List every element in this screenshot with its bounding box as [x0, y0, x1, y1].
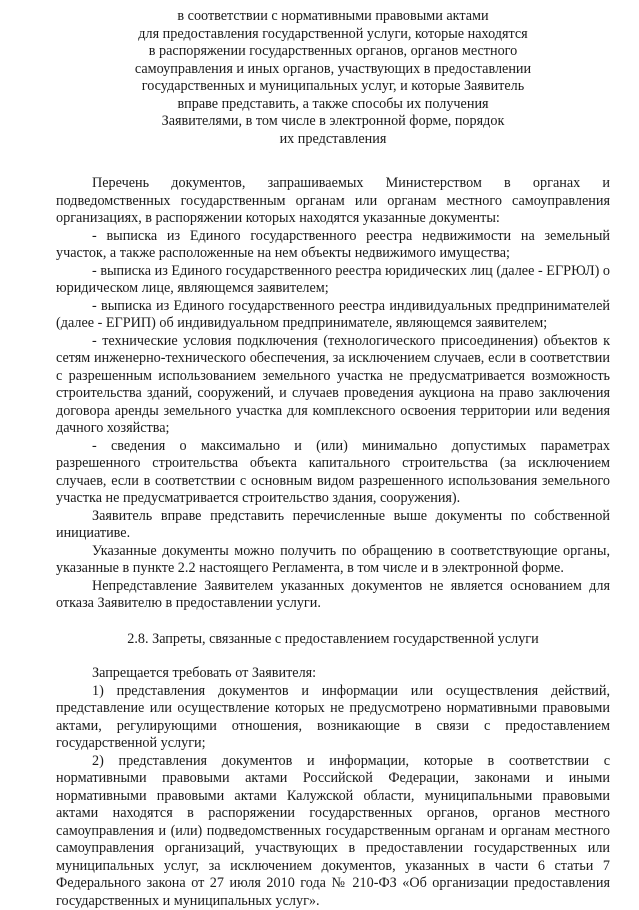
- section-heading: [56, 8, 610, 148]
- heading-line: в соответствии с нормативными правовыми актами: [56, 8, 610, 26]
- list-item-egrip: - выписка из Единого государственного реестра индивидуальных предпринимателей (далее - ЕГРИП) об индивидуальном предпринимателе, являющемся заявителем;: [56, 298, 610, 333]
- list-item-egrul: - выписка из Единого государственного реестра юридических лиц (далее - ЕГРЮЛ) о юридическом лице, являющемся заявителем;: [56, 263, 610, 298]
- paragraph-obtaining-documents: Указанные документы можно получить по обращению в соответствующие органы, указанные в пункте 2.2 настоящего Регламента, в том числе и в электронной форме.: [56, 543, 610, 578]
- prohibitions-lead: Запрещается требовать от Заявителя:: [56, 665, 610, 683]
- heading-line: Заявителями, в том числе в электронной форме, порядок: [56, 113, 610, 131]
- document-page: [56, 8, 610, 910]
- section-title: 2.8. Запреты, связанные с предоставлением государственной услуги: [56, 631, 610, 649]
- heading-line: в распоряжении государственных органов, органов местного: [56, 43, 610, 61]
- paragraph-non-submission: Непредставление Заявителем указанных документов не является основанием для отказа Заявителю в предоставлении услуги.: [56, 578, 610, 613]
- list-item-technical-conditions: - технические условия подключения (технологического присоединения) объектов к сетям инженерно-технического обеспечения, за исключением случаев, если в соответствии с разрешенным использованием земельного участка не предусматривается возможность строительства зданий, сооружений, и случаев проведения аукциона на право заключения договора аренды земельного участка для комплексного освоения территории или ведения дачного хозяйства;: [56, 333, 610, 438]
- list-item-egrn: - выписка из Единого государственного реестра недвижимости на земельный участок, а также расположенные на нем объекты недвижимого имущества;: [56, 228, 610, 263]
- prohibition-item-2: 2) представления документов и информации, которые в соответствии с нормативными правовыми актами Российской Федерации, законами и иными нормативными правовыми актами Калужской области, муниципальными правовыми актами находятся в распоряжении государственных органов, органов местного самоуправления и (или) подведомственных государственным органам и органам местного самоуправления организаций, участвующих в предоставлении государственных или муниципальных услуг, за исключением документов, указанных в части 6 статьи 7 Федерального закона от 27 июля 2010 года № 210-ФЗ «Об организации предоставления государственных и муниципальных услуг».: [56, 753, 610, 910]
- prohibition-item-1: 1) представления документов и информации или осуществления действий, представление или осуществление которых не предусмотрено нормативными правовыми актами, регулирующими отношения, возникающие в связи с предоставлением государственной услуги;: [56, 683, 610, 753]
- heading-line: самоуправления и иных органов, участвующих в предоставлении: [56, 61, 610, 79]
- heading-line: для предоставления государственной услуги, которые находятся: [56, 26, 610, 44]
- heading-line: государственных и муниципальных услуг, и которые Заявитель: [56, 78, 610, 96]
- list-item-construction-parameters: - сведения о максимально и (или) минимально допустимых параметрах разрешенного строительства объекта капитального строительства (за исключением случаев, если в соответствии с основным видом разрешенного использования земельного участка не предусматривается строительство здания, сооружения).: [56, 438, 610, 508]
- paragraph-document-list-intro: Перечень документов, запрашиваемых Министерством в органах и подведомственных государственным органам или органам местного самоуправления организациях, в распоряжении которых находятся указанные документы:: [56, 175, 610, 228]
- paragraph-own-initiative: Заявитель вправе представить перечисленные выше документы по собственной инициативе.: [56, 508, 610, 543]
- heading-line: вправе представить, а также способы их получения: [56, 96, 610, 114]
- heading-line: их представления: [56, 131, 610, 149]
